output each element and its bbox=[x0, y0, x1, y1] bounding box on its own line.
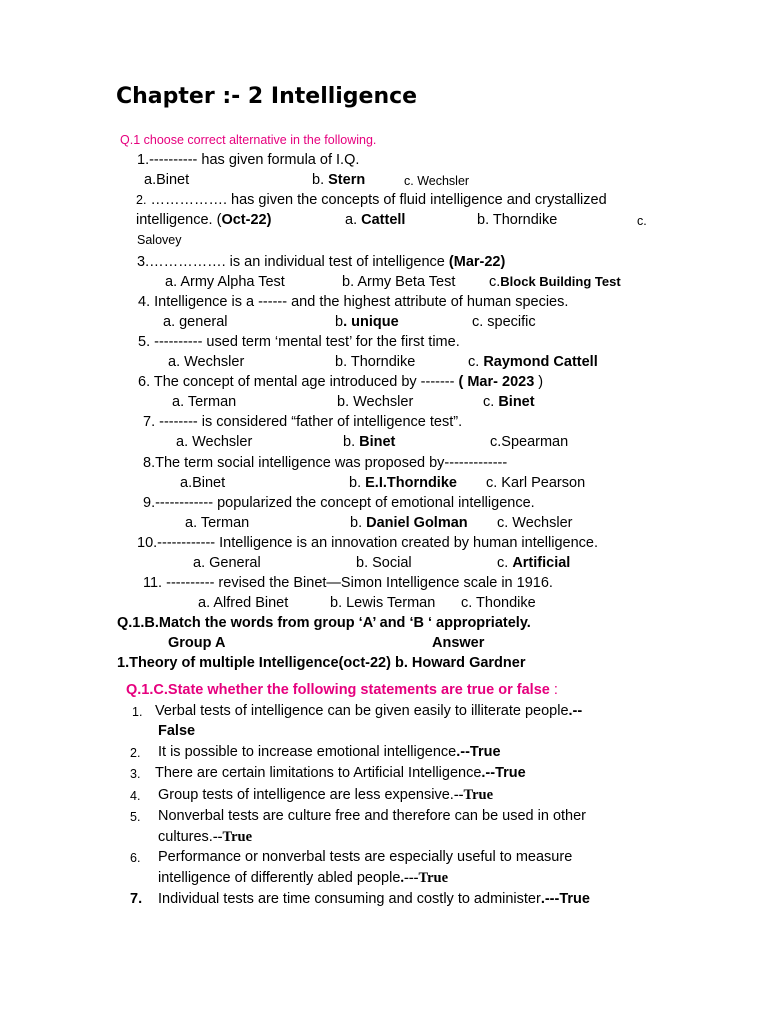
q1-item-8: 8.The term social intelligence was proposed by------------- bbox=[143, 455, 508, 471]
q1-item-9-option-b: b. Daniel Golman bbox=[350, 515, 468, 531]
q1-item-5: 5. ---------- used term ‘mental test’ for the first time. bbox=[138, 334, 460, 350]
q1-item-9-option-a: a. Terman bbox=[185, 515, 250, 531]
q1-item-9-option-c: c. Wechsler bbox=[497, 515, 573, 531]
q1-item-1-option-a: a.Binet bbox=[144, 172, 190, 188]
q1-item-3-option-b: b. Army Beta Test bbox=[342, 274, 456, 290]
q1-item-4-option-b: b. unique bbox=[335, 314, 399, 330]
q1b-row-1: 1.Theory of multiple Intelligence(oct-22) b. Howard Gardner bbox=[117, 655, 526, 671]
q1c-item-2-number: 2. bbox=[130, 746, 141, 760]
q1c-item-4: Group tests of intelligence are less expensive.--True bbox=[158, 787, 494, 803]
q1-item-1-option-c: c. Wechsler bbox=[404, 174, 470, 188]
q1b-answer-header: Answer bbox=[432, 635, 485, 651]
q1-item-5-option-a: a. Wechsler bbox=[168, 354, 245, 370]
q1c-item-3: There are certain limitations to Artificial Intelligence.--True bbox=[155, 765, 526, 781]
q1-item-6: 6. The concept of mental age introduced by ------- ( Mar- 2023 ) bbox=[138, 374, 544, 390]
q1-item-2-option-b: b. Thorndike bbox=[477, 212, 558, 228]
q1-item-8-option-a: a.Binet bbox=[180, 475, 226, 491]
q1-item-11: 11. ---------- revised the Binet—Simon Intelligence scale in 1916. bbox=[143, 575, 553, 591]
q1-item-5-option-b: b. Thorndike bbox=[335, 354, 416, 370]
q1-item-3-option-c: c.Block Building Test bbox=[489, 274, 621, 290]
q1b-group-a-header: Group A bbox=[168, 635, 226, 651]
q1-item-1-option-b: b. Stern bbox=[312, 172, 366, 188]
q1-item-6-option-b: b. Wechsler bbox=[337, 394, 414, 410]
q1c-item-1-answer: False bbox=[158, 723, 196, 739]
q1-item-3: 3.……………. is an individual test of intelligence (Mar-22) bbox=[137, 254, 506, 270]
q1c-item-5-line2: cultures.--True bbox=[158, 829, 253, 845]
q1-item-10: 10.------------ Intelligence is an innovation created by human intelligence. bbox=[137, 535, 598, 551]
q1c-item-6-line2: intelligence of differently abled people.---True bbox=[158, 870, 449, 886]
q1c-item-6-number: 6. bbox=[130, 851, 141, 865]
q1c-item-5: Nonverbal tests are culture free and therefore can be used in other bbox=[158, 808, 587, 824]
q1-item-7-option-a: a. Wechsler bbox=[176, 434, 253, 450]
q1c-item-7: Individual tests are time consuming and costly to administer.---True bbox=[158, 891, 590, 907]
q1c-item-7-number: 7. bbox=[130, 891, 143, 907]
q1c-item-2: It is possible to increase emotional intelligence.--True bbox=[158, 744, 501, 760]
q1-item-10-option-b: b. Social bbox=[356, 555, 412, 571]
q1-item-5-option-c: c. Raymond Cattell bbox=[468, 354, 598, 370]
q1-item-11-option-b: b. Lewis Terman bbox=[330, 595, 436, 611]
q1-heading: Q.1 choose correct alternative in the following. bbox=[120, 133, 377, 147]
q1c-item-6: Performance or nonverbal tests are especially useful to measure bbox=[158, 849, 573, 865]
q1-item-2: 2. ……………. has given the concepts of fluid intelligence and crystallized bbox=[136, 192, 607, 208]
q1-item-11-option-c: c. Thondike bbox=[461, 595, 536, 611]
q1-item-2-option-a: a. Cattell bbox=[345, 212, 406, 228]
q1-item-10-option-c: c. Artificial bbox=[497, 555, 571, 571]
q1c-heading: Q.1.C.State whether the following statements are true or false : bbox=[126, 682, 558, 698]
q1-item-7-option-b: b. Binet bbox=[343, 434, 396, 450]
q1-item-6-option-c: c. Binet bbox=[483, 394, 535, 410]
q1-item-4-option-c: c. specific bbox=[472, 314, 536, 330]
q1-item-2-option-c-text: Salovey bbox=[137, 233, 182, 247]
q1-item-4: 4. Intelligence is a ------ and the highest attribute of human species. bbox=[138, 294, 569, 310]
q1-item-7-option-c: c.Spearman bbox=[490, 434, 569, 450]
q1c-item-1-number: 1. bbox=[132, 705, 143, 719]
q1c-item-4-number: 4. bbox=[130, 789, 141, 803]
q1b-heading: Q.1.B.Match the words from group ‘A’ and ‘B ‘ appropriately. bbox=[117, 615, 531, 631]
q1-item-7: 7. -------- is considered “father of intelligence test”. bbox=[143, 414, 463, 430]
q1-item-11-option-a: a. Alfred Binet bbox=[198, 595, 289, 611]
page-title: Chapter :- 2 Intelligence bbox=[116, 84, 418, 109]
q1-item-10-option-a: a. General bbox=[193, 555, 261, 571]
q1-item-2-option-c: c. bbox=[637, 214, 647, 228]
q1c-item-5-number: 5. bbox=[130, 810, 141, 824]
q1-item-9: 9.------------ popularized the concept of emotional intelligence. bbox=[143, 495, 535, 511]
q1-item-4-option-a: a. general bbox=[163, 314, 228, 330]
q1-item-3-option-a: a. Army Alpha Test bbox=[165, 274, 285, 290]
q1-item-8-option-b: b. E.I.Thorndike bbox=[349, 475, 457, 491]
q1-item-2-line2: intelligence. (Oct-22) bbox=[136, 212, 272, 228]
q1-item-1: 1.---------- has given formula of I.Q. bbox=[137, 152, 360, 168]
q1-item-6-option-a: a. Terman bbox=[172, 394, 237, 410]
q1c-item-1: Verbal tests of intelligence can be given easily to illiterate people.-- bbox=[155, 703, 583, 719]
q1-item-8-option-c: c. Karl Pearson bbox=[486, 475, 586, 491]
q1c-item-3-number: 3. bbox=[130, 767, 141, 781]
